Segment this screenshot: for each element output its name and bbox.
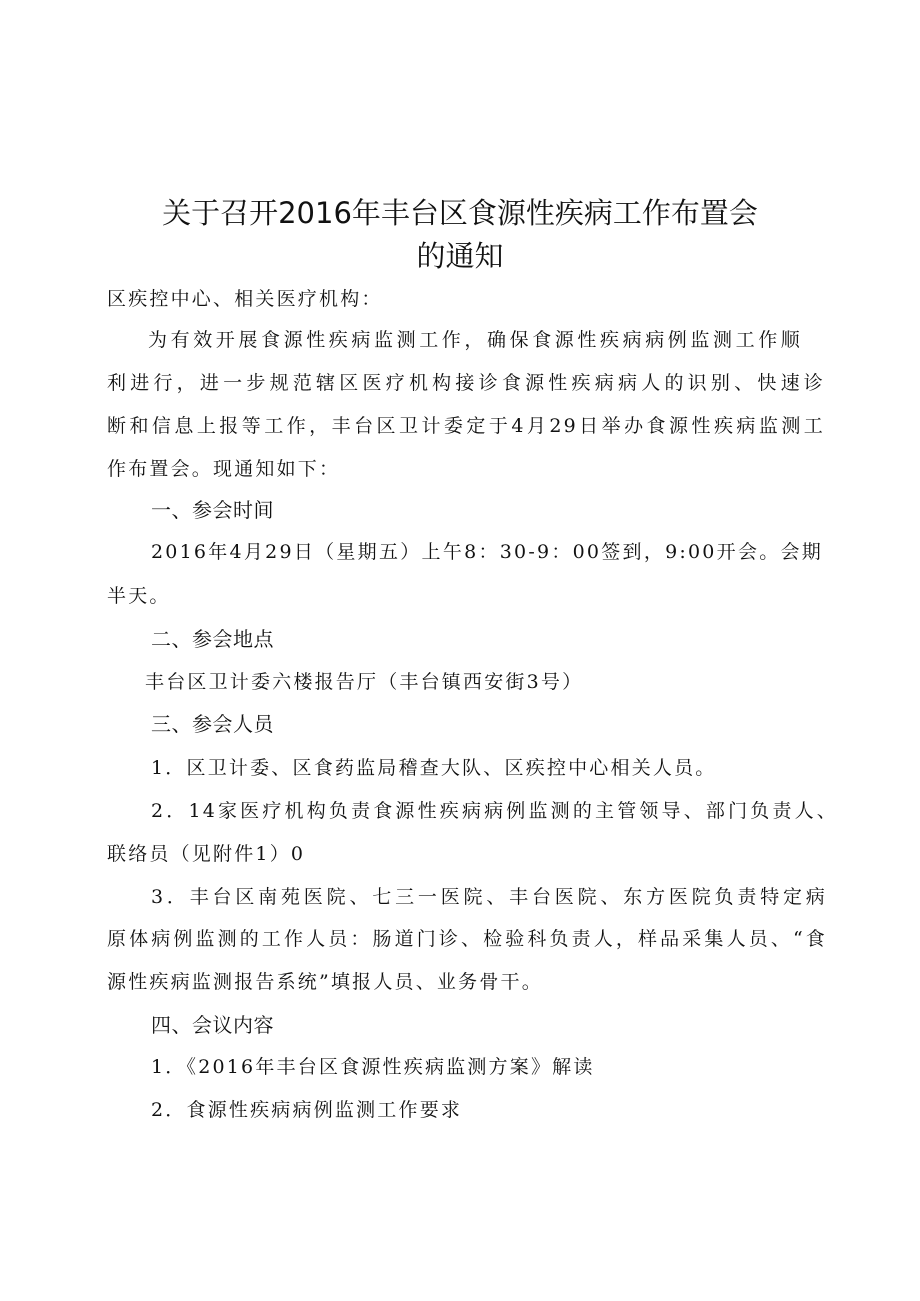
section-heading-attendees: 三、参会人员 <box>151 712 274 736</box>
section-heading-content: 四、会议内容 <box>151 1013 274 1037</box>
time-line-2: 半天。 <box>107 585 171 607</box>
content-item-2: 2．食源性疾病病例监测工作要求 <box>151 1099 463 1121</box>
section-heading-time: 一、参会时间 <box>151 498 274 522</box>
salutation: 区疾控中心、相关医疗机构： <box>107 288 383 310</box>
attendees-item-3-line-1: 3．丰台区南苑医院、七三一医院、丰台医院、东方医院负责特定病 <box>151 886 827 908</box>
document-title-line-2: 的通知 <box>416 239 504 273</box>
attendees-item-2-line-2: 联络员（见附件1）0 <box>107 843 306 865</box>
intro-line-3: 断和信息上报等工作，丰台区卫计委定于4月29日举办食源性疾病监测工 <box>107 415 825 437</box>
content-item-1: 1．《2016年丰台区食源性疾病监测方案》解读 <box>151 1056 595 1078</box>
attendees-item-2-line-1: 2．14家医疗机构负责食源性疾病病例监测的主管领导、部门负责人、 <box>151 800 838 822</box>
intro-line-2: 利进行，进一步规范辖区医疗机构接诊食源性疾病病人的识别、快速诊 <box>107 372 825 394</box>
time-line-1: 2016年4月29日（星期五）上午8：30-9：00签到，9:00开会。会期 <box>151 541 823 563</box>
attendees-item-1: 1．区卫计委、区食药监局稽查大队、区疾控中心相关人员。 <box>151 757 717 779</box>
attendees-item-3-line-3: 源性疾病监测报告系统”填报人员、业务骨干。 <box>107 971 543 993</box>
document-title-line-1: 关于召开2016年丰台区食源性疾病工作布置会 <box>162 196 758 230</box>
intro-line-4: 作布置会。现通知如下： <box>107 458 341 480</box>
attendees-item-3-line-2: 原体病例监测的工作人员：肠道门诊、检验科负责人，样品采集人员、“食 <box>107 928 827 950</box>
intro-line-1: 为有效开展食源性疾病监测工作，确保食源性疾病病例监测工作顺 <box>148 329 802 351</box>
place-text: 丰台区卫计委六楼报告厅（丰台镇西安街3号） <box>145 671 584 693</box>
section-heading-place: 二、参会地点 <box>151 627 274 651</box>
